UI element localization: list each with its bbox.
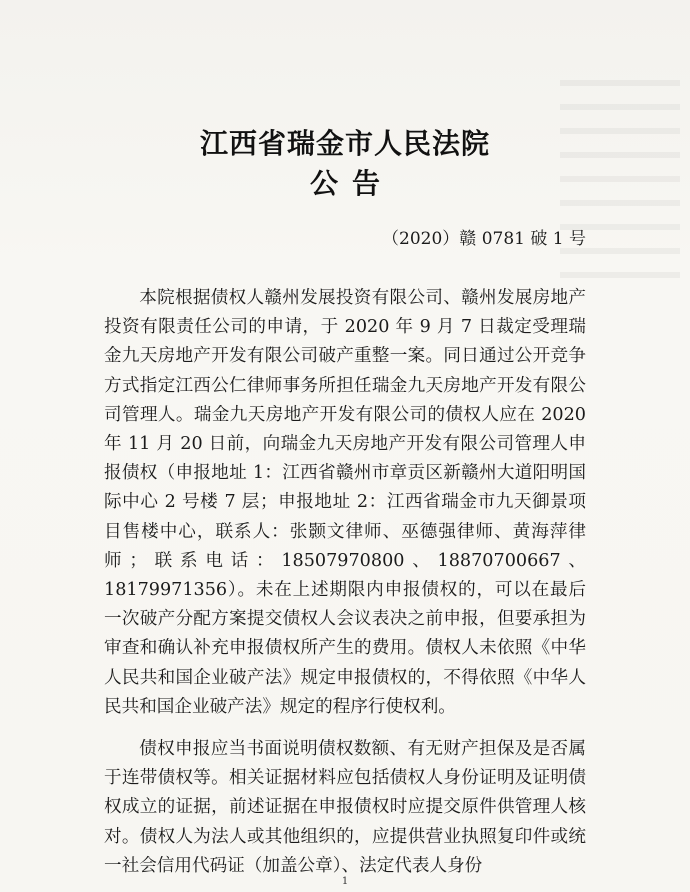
- paragraph-claims-requirements: 债权申报应当书面说明债权数额、有无财产担保及是否属于连带债权等。相关证据材料应包括债权人身份证明及证明债权成立的证据，前述证据在申报债权时应提交原件供管理人核对。债权人为法人或其他组织的，应提供营业执照复印件或统一社会信用代码证（加盖公章）、法定代表人身份: [104, 739, 586, 876]
- page-number: 1: [341, 876, 349, 887]
- document-title: 公告: [309, 167, 394, 200]
- case-number: （2020）赣 0781 破 1 号: [382, 229, 586, 249]
- paragraph-claims-filing: 本院根据债权人赣州发展投资有限公司、赣州发展房地产投资有限责任公司的申请，于 2020 年 9 月 7 日裁定受理瑞金九天房地产开发有限公司破产重整一案。同日通过公开竞争方式指定江西公仁律师事务所担任瑞金九天房地产开发有限公司管理人。瑞金九天房地产开发有限公司的债权人应在 2020 年 11 月 20 日前，向瑞金九天房地产开发有限公司管理人申报债权（申报地址 1：江西省赣州市章贡区新赣州大道阳明国际中心 2 号楼 7 层；申报地址 2：江西省瑞金市九天御景项目售楼中心，联系人：张颢文律师、巫德强律师、黄海萍律师；联系电话：18507970800、18870700667、18179971356）。未在上述期限内申报债权的，可以在最后一次破产分配方案提交债权人会议表决之前申报，但要承担为审查和确认补充申报债权所产生的费用。债权人未依照《中华人民共和国企业破产法》规定申报债权的，不得依照《中华人民共和国企业破产法》规定的程序行使权利。: [104, 288, 586, 717]
- court-name: 江西省瑞金市人民法院: [199, 127, 490, 160]
